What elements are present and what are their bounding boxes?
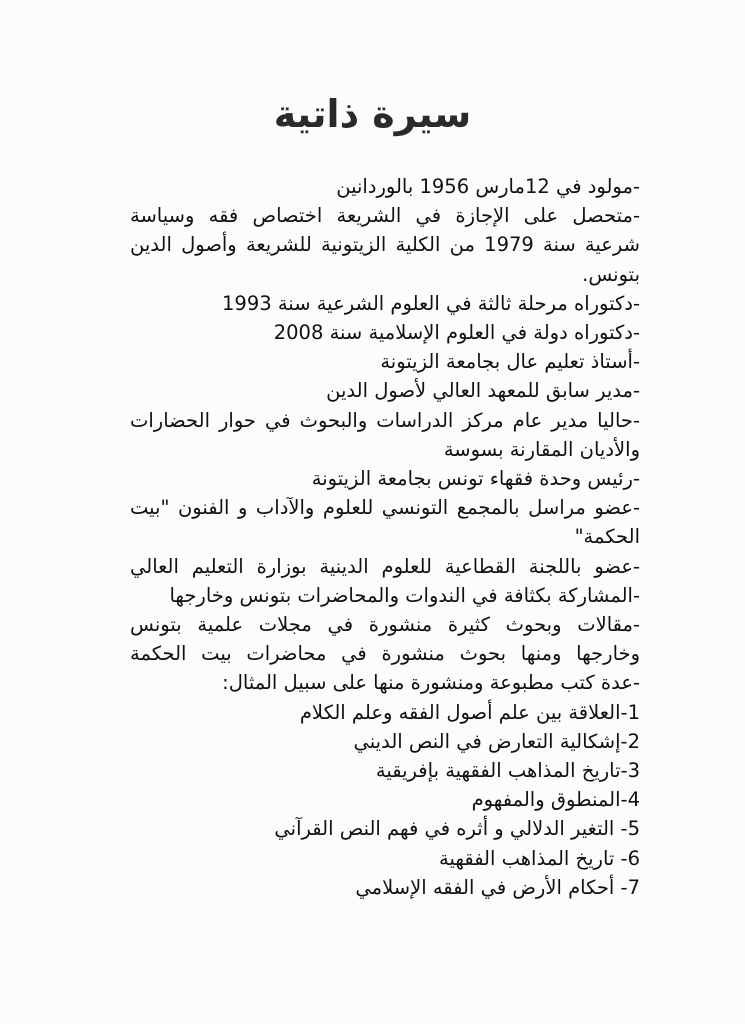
cv-line: 1-العلاقة بين علم أصول الفقه وعلم الكلام [299, 700, 640, 724]
cv-line: -دكتوراه دولة في العلوم الإسلامية سنة 2008 [273, 321, 640, 345]
cv-line: والأديان المقارنة بسوسة [443, 437, 640, 461]
cv-line: 4-المنطوق والمفهوم [471, 788, 640, 812]
cv-line: -متحصل على الإجازة في الشريعة اختصاص فقه وسياسة [130, 204, 640, 228]
cv-line: -مدير سابق للمعهد العالي لأصول الدين [326, 379, 640, 403]
cv-body [130, 172, 640, 902]
cv-line: -دكتوراه مرحلة ثالثة في العلوم الشرعية سنة 1993 [222, 291, 640, 315]
cv-line: 6- تاريخ المذاهب الفقهية [439, 846, 640, 870]
cv-line: -حاليا مدير عام مركز الدراسات والبحوث في حوار الحضارات [130, 408, 640, 432]
cv-line: -رئيس وحدة فقهاء تونس بجامعة الزيتونة [311, 467, 640, 491]
cv-line: 2-إشكالية التعارض في النص الديني [353, 729, 640, 753]
cv-line: -أستاذ تعليم عال بجامعة الزيتونة [380, 350, 640, 374]
cv-line: -مقالات وبحوث كثيرة منشورة في مجلات علمية بتونس [130, 613, 640, 637]
page-title: سيرة ذاتية [273, 92, 472, 136]
cv-line: -عضو مراسل بالمجمع التونسي للعلوم والآداب و الفنون "بيت [130, 496, 640, 520]
cv-line: 7- أحكام الأرض في الفقه الإسلامي [355, 875, 640, 899]
cv-line: -المشاركة بكثافة في الندوات والمحاضرات بتونس وخارجها [169, 583, 640, 607]
cv-line: -مولود في 12مارس 1956 بالوردانين [336, 175, 640, 198]
cv-line: شرعية سنة 1979 من الكلية الزيتونية للشريعة وأصول الدين [130, 233, 640, 257]
cv-line: الحكمة" [574, 525, 640, 549]
cv-line: 3-تاريخ المذاهب الفقهية بإفريقية [375, 759, 640, 783]
cv-line: -عضو باللجنة القطاعية للعلوم الدينية بوزارة التعليم العالي [130, 554, 640, 578]
cv-line: بتونس. [582, 262, 640, 286]
cv-line: -عدة كتب مطبوعة ومنشورة منها على سبيل المثال: [222, 671, 640, 695]
cv-line: وخارجها ومنها بحوث منشورة في محاضرات بيت الحكمة [130, 642, 640, 666]
cv-line: 5- التغير الدلالي و أثره في فهم النص القرآني [274, 817, 640, 841]
